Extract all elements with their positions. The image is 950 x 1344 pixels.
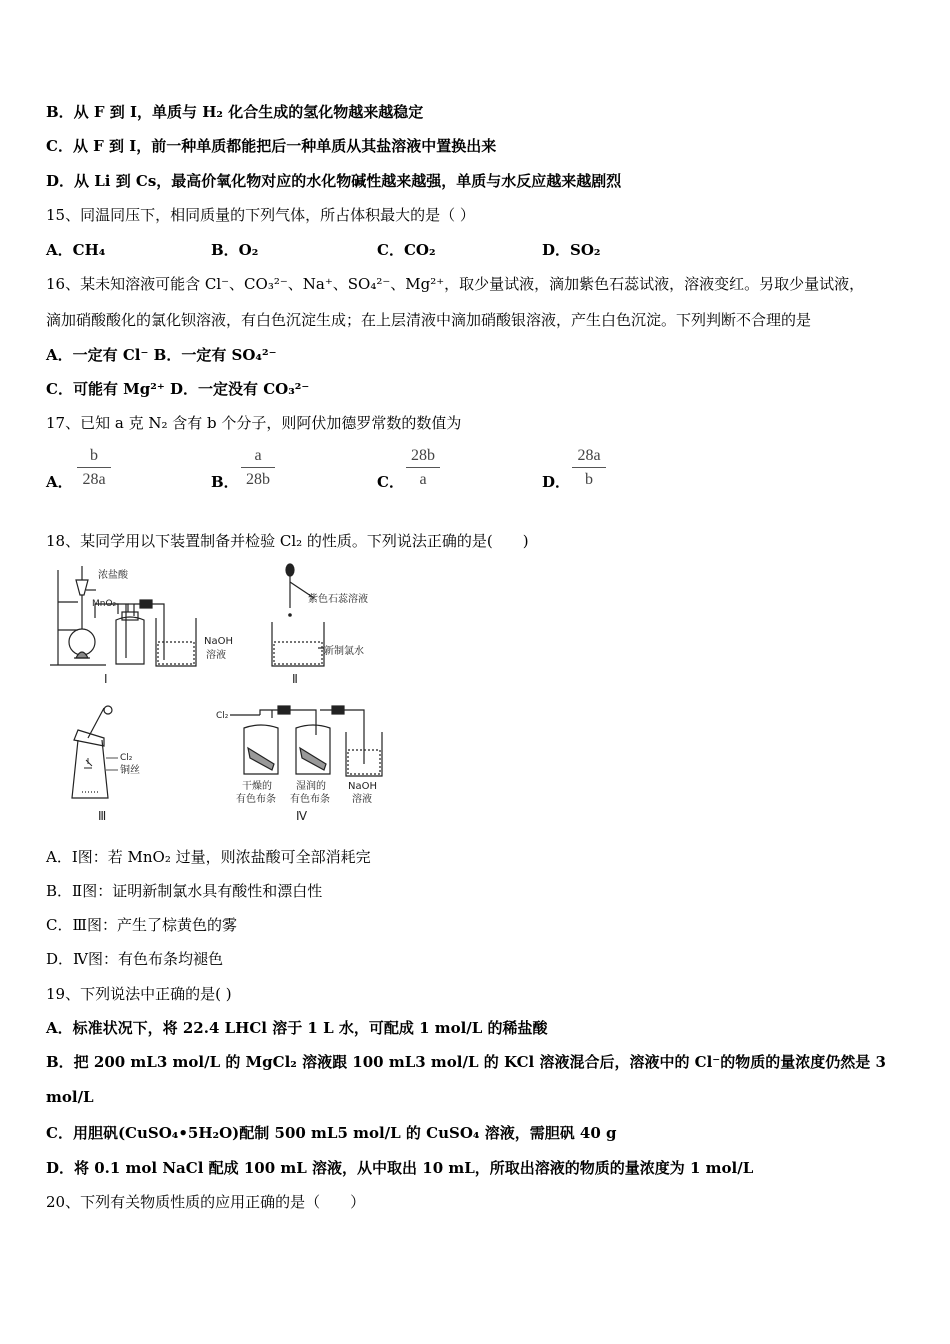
q17-b-denominator: 28b — [246, 471, 270, 488]
q18-option-d: D．Ⅳ图：有色布条均褪色 — [46, 950, 224, 968]
q17-d-numerator: 28a — [572, 445, 606, 468]
figure-ii-beaker — [272, 564, 324, 666]
fig4-wet-label-1: 湿润的 — [296, 781, 326, 792]
q17-c-numerator: 28b — [406, 445, 440, 468]
fig4-solution-label: 溶液 — [352, 794, 372, 805]
q19-stem: 19、下列说法中正确的是( ) — [46, 985, 232, 1003]
fig4-dry-label-1: 干燥的 — [242, 781, 272, 792]
q20-stem: 20、下列有关物质性质的应用正确的是（ ） — [46, 1193, 366, 1211]
fig3-roman-numeral: Ⅲ — [98, 809, 107, 823]
q17-fraction-d — [572, 445, 606, 492]
fig1-solution-label: 溶液 — [206, 650, 226, 661]
q17-label-a: A． — [46, 473, 73, 491]
q17-fraction-b — [241, 445, 275, 492]
q17-fraction-c — [406, 445, 440, 492]
q16-stem-line-1: 16、某未知溶液可能含 Cl⁻、CO₃²⁻、Na⁺、SO₄²⁻、Mg²⁺，取少量试液，滴加紫色石蕊试液，溶液变红。另取少量试液， — [46, 275, 865, 293]
fig1-mno2-label: MnO₂ — [92, 599, 117, 609]
q18-option-b: B．Ⅱ图：证明新制氯水具有酸性和漂白性 — [46, 882, 323, 900]
fig4-dry-label-2: 有色布条 — [236, 794, 276, 805]
q19-option-b-line-1: B．把 200 mL3 mol/L 的 MgCl₂ 溶液跟 100 mL3 mol/L 的 KCl 溶液混合后，溶液中的 Cl⁻的物质的量浓度仍然是 3 — [46, 1053, 886, 1071]
fig2-chlorine-water-label: 新制氯水 — [324, 646, 364, 657]
q17-label-b: B． — [211, 473, 239, 491]
figure-iii-gas-jar — [72, 706, 118, 798]
q17-b-numerator: a — [241, 445, 275, 468]
fig3-copper-wire-label: 铜丝 — [120, 765, 140, 776]
q19-option-b-line-2: mol/L — [46, 1088, 94, 1106]
q19-option-c: C．用胆矾(CuSO₄•5H₂O)配制 500 mL5 mol/L 的 CuSO₄ 溶液，需胆矾 40 g — [46, 1124, 617, 1142]
q17-a-denominator: 28a — [82, 471, 106, 488]
q17-label-c: C． — [377, 473, 404, 491]
q15-option-b: B．O₂ — [211, 241, 259, 259]
q17-c-denominator: a — [419, 471, 427, 488]
q18-stem: 18、某同学用以下装置制备并检验 Cl₂ 的性质。下列说法正确的是( ) — [46, 532, 529, 550]
fig1-conc-hcl-label: 浓盐酸 — [98, 570, 128, 581]
fig2-litmus-label: 紫色石蕊溶液 — [308, 594, 368, 605]
fig4-wet-label-2: 有色布条 — [290, 794, 330, 805]
q18-option-a: A．Ⅰ图：若 MnO₂ 过量，则浓盐酸可全部消耗完 — [46, 848, 371, 866]
fig2-roman-numeral: Ⅱ — [292, 672, 298, 686]
q15-option-d: D．SO₂ — [542, 241, 601, 259]
fig1-naoh-label: NaOH — [204, 636, 233, 647]
q17-stem: 17、已知 a 克 N₂ 含有 b 个分子，则阿伏加德罗常数的数值为 — [46, 414, 462, 432]
q16-stem-line-2: 滴加硝酸酸化的氯化钡溶液，有白色沉淀生成；在上层清液中滴加硝酸银溶液，产生白色沉淀。下列判断不合理的是 — [46, 311, 812, 329]
q15-option-c: C．CO₂ — [377, 241, 436, 259]
q19-option-d: D．将 0.1 mol NaCl 配成 100 mL 溶液，从中取出 10 mL，所取出溶液的物质的量浓度为 1 mol/L — [46, 1159, 754, 1177]
q17-d-denominator: b — [585, 471, 593, 488]
fig4-roman-numeral: Ⅳ — [296, 809, 308, 823]
q16-options-cd: C．可能有 Mg²⁺ D．一定没有 CO₃²⁻ — [46, 380, 310, 398]
fig3-cl2-label: Cl₂ — [120, 753, 133, 763]
q19-option-a: A．标准状况下，将 22.4 LHCl 溶于 1 L 水，可配成 1 mol/L 的稀盐酸 — [46, 1019, 548, 1037]
q18-apparatus-figure — [46, 560, 396, 830]
fig4-naoh-label: NaOH — [348, 781, 377, 792]
q17-a-numerator: b — [77, 445, 111, 468]
fig1-roman-numeral: Ⅰ — [104, 672, 108, 686]
q17-fraction-a — [77, 445, 111, 492]
q18-option-c: C．Ⅲ图：产生了棕黄色的雾 — [46, 916, 237, 934]
q16-options-ab: A．一定有 Cl⁻ B．一定有 SO₄²⁻ — [46, 346, 277, 364]
q15-option-a: A．CH₄ — [46, 241, 106, 259]
figure-iv-apparatus — [230, 706, 382, 776]
q15-stem: 15、同温同压下，相同质量的下列气体，所占体积最大的是（ ） — [46, 206, 475, 224]
fig4-cl2-label: Cl₂ — [216, 711, 229, 721]
q14-option-d: D．从 Li 到 Cs，最高价氧化物对应的水化物碱性越来越强，单质与水反应越来越剧烈 — [46, 172, 622, 190]
q14-option-c: C．从 F 到 I，前一种单质都能把后一种单质从其盐溶液中置换出来 — [46, 137, 497, 155]
q14-option-b: B．从 F 到 I，单质与 H₂ 化合生成的氢化物越来越稳定 — [46, 103, 424, 121]
q17-label-d: D． — [542, 473, 571, 491]
